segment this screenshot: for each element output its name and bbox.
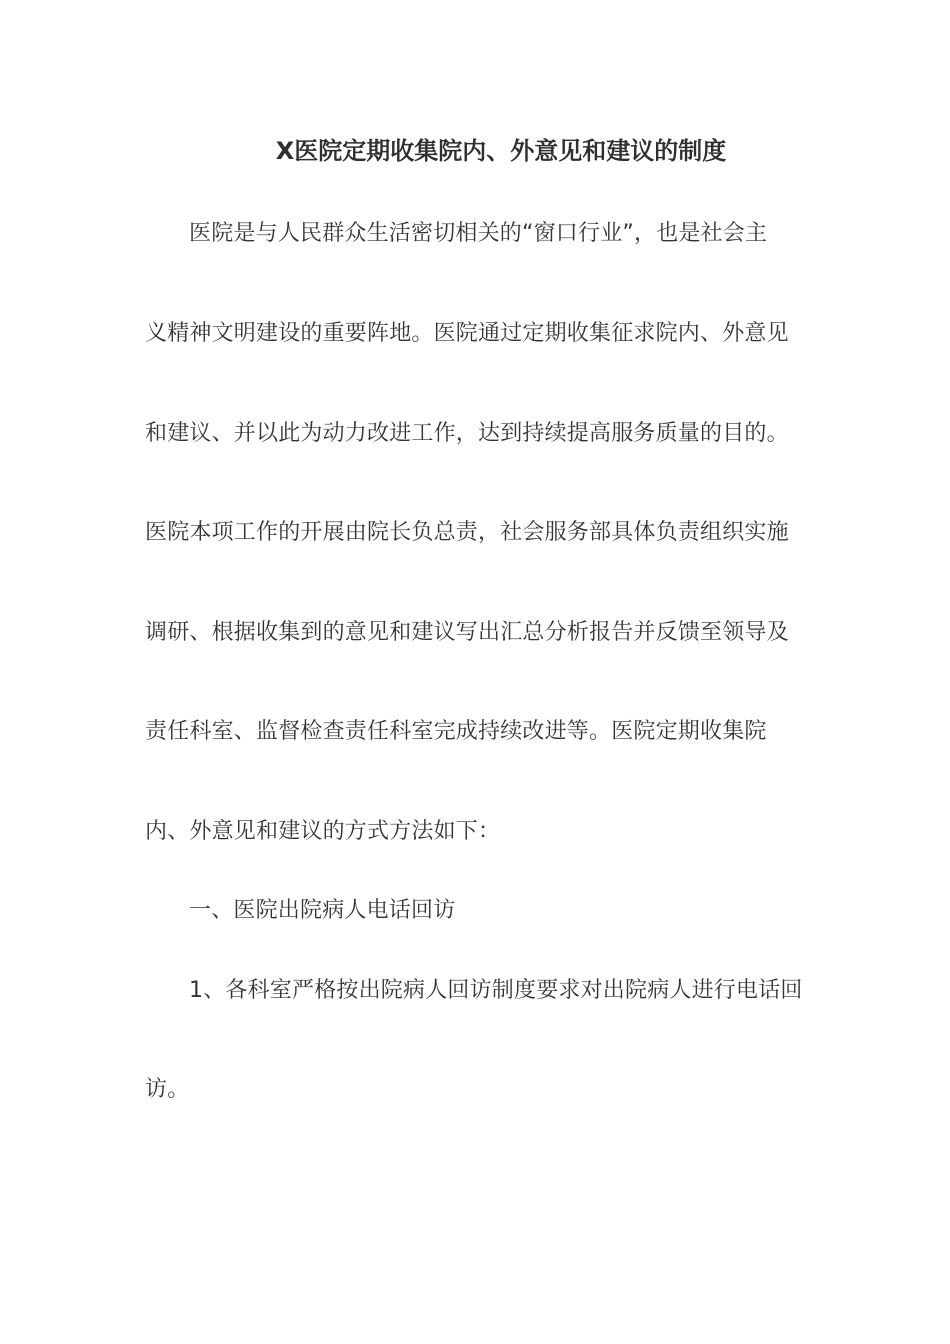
- document-title: X医院定期收集院内、外意见和建议的制度: [275, 137, 727, 165]
- paragraph-line-3: 和建议、并以此为动力改进工作，达到持续提高服务质量的目的。: [145, 421, 789, 446]
- paragraph-line-5: 调研、根据收集到的意见和建议写出汇总分析报告并反馈至领导及: [145, 620, 789, 645]
- list-item-1-line-2: 访。: [145, 1077, 190, 1102]
- paragraph-line-2: 义精神文明建设的重要阵地。医院通过定期收集征求院内、外意见: [145, 321, 789, 346]
- list-item-1-line-1: 1、各科室严格按出院病人回访制度要求对出院病人进行电话回: [189, 978, 803, 1003]
- section-heading: 一、医院出院病人电话回访: [189, 898, 456, 923]
- paragraph-line-6: 责任科室、监督检查责任科室完成持续改进等。医院定期收集院: [145, 719, 767, 744]
- paragraph-line-7: 内、外意见和建议的方式方法如下：: [145, 819, 501, 844]
- paragraph-line-1: 医院是与人民群众生活密切相关的“窗口行业”，也是社会主: [189, 221, 768, 246]
- paragraph-line-4: 医院本项工作的开展由院长负总责，社会服务部具体负责组织实施: [145, 520, 789, 545]
